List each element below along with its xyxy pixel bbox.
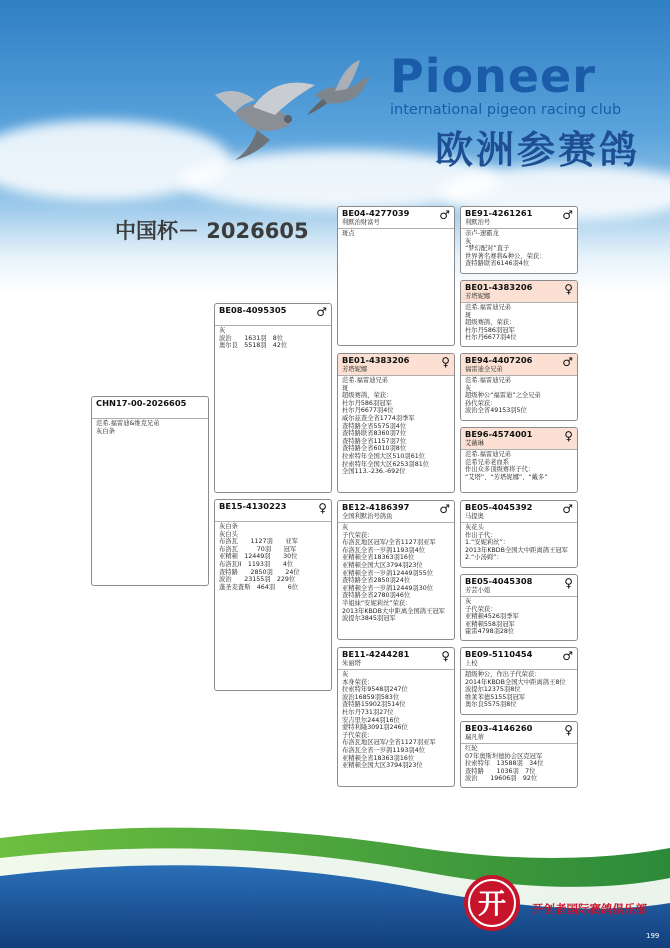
brand-block: [390, 49, 650, 118]
ring-number: CHN17-00-2026605: [96, 398, 187, 408]
ring-number: BE12-4186397: [342, 502, 410, 512]
pigeon-name: 芳塔妮娜: [465, 293, 491, 300]
pigeon-card-sds: [460, 353, 578, 421]
club-logo-icon: [462, 873, 522, 933]
pigeon-name: 艾薇琳: [465, 440, 484, 447]
pigeon-details: 红轮 07年奥斯坦德协会区克冠军 拉索特年 13588羽 34位 查特路 1036羽 7位 波治 19606羽 92位: [465, 745, 544, 783]
ring-number: BE05-4045392: [465, 502, 533, 512]
pigeon-name: 朱丽塔: [342, 660, 361, 667]
pigeon-card-subject: [91, 396, 209, 586]
ring-number: BE04-4277039: [342, 208, 410, 218]
pigeon-card-dsd: [460, 574, 578, 641]
pigeon-card-sire-dam: [337, 353, 455, 493]
pigeon-details: 灰 本身荣获： 拉索特年9548羽247位 波治16859羽583位 查特路15902羽514位 杜尔丹731羽27位 安吉里尔244羽16位 蒙特利隆3091羽246位 子代荣获： 布洛瓦地区冠军/全省1127羽亚军 布洛瓦全省一岁鸽1193羽4位 亚精顿全省18363羽16位 亚精顿全国大区3794羽23位: [342, 671, 436, 770]
pigeon-details: 范希.福雷迪兄弟 斑 超级赛鸽，荣获： 杜尔丹586羽冠军 杜尔丹6677羽4位 威尔兹查全省1774羽季军 查特路全省5575羽4位 查特路联省8360羽7位 查特路全省1157羽7位 查特路全省6010羽8位 拉索特年全国大区510羽61位 拉索特年全国大区6253羽81位 全国113.-236.-692位: [342, 377, 430, 476]
ring-number: BE03-4146260: [465, 723, 533, 733]
pigeon-details: 斑点: [342, 230, 355, 237]
pigeon-details: 灰 子代荣获： 布洛瓦地区冠军/全省1127羽亚军 布洛瓦全省一岁鸽1193羽4位 亚精顿全省18363羽16位 亚精顿全国大区3794羽23位 亚精顿全省一岁鸽12449羽55位 查特路全省2850羽24位 亚精顿全省一岁鸽12449羽30位 查特路全省2780羽46位 半姐妹“安妮莉丝”荣获： 2013年KBDB大中距离全国鸽王冠军 波提尔3845羽冠军: [342, 524, 445, 623]
pigeon-card-dds: [460, 647, 578, 715]
pigeon-name: 上校: [465, 660, 478, 667]
club-name: 开创者国际赛鸽俱乐部: [532, 902, 647, 916]
pigeon-details: 范希.福雷迪兄弟 灰 超级种公“福雷迪”之全兄弟 孙代荣获： 波治全省49153羽5位: [465, 377, 541, 415]
female-icon: ♀: [441, 649, 450, 663]
pigeon-details: 范希.福雷迪兄弟 范希兄弟老血系 作出众多顶级赛将子代： “艾塔”、“芳塔妮娜”、“戴多”: [465, 451, 548, 481]
male-icon: ♂: [562, 502, 573, 516]
ring-number: BE11-4244281: [342, 649, 410, 659]
bottom-wave-decoration: [0, 818, 670, 948]
male-icon: ♂: [562, 208, 573, 222]
male-icon: ♂: [439, 502, 450, 516]
pigeon-card-sire: [214, 303, 332, 493]
pigeon-name: 福雷迪全兄弟: [465, 366, 503, 373]
female-icon: ♀: [564, 429, 573, 443]
female-icon: ♀: [318, 501, 327, 515]
pigeon-name: 马提奥: [465, 513, 484, 520]
ring-number: BE15-4130223: [219, 501, 287, 511]
male-icon: ♂: [316, 305, 327, 319]
ring-number: BE01-4383206: [342, 355, 410, 365]
pigeon-name: 瑞凡蒂: [465, 734, 484, 741]
ring-number: BE05-4045308: [465, 576, 533, 586]
pigeon-details: 灰 子代荣获： 亚精顿4526羽季军 亚精顿558羽冠军 霍雷4798羽28位: [465, 598, 519, 636]
pigeon-details: 超级种公，作出子代荣获： 2014年KBDB全国大中距离鸽王8位 波提尔12375羽8位 维莱苯德5155羽冠军 奥尔良5575羽8位: [465, 671, 566, 709]
pigeon-details: 范希.福雷迪兄弟 斑 超级赛鸽，荣获： 杜尔丹586羽冠军 杜尔丹6677羽4位: [465, 304, 517, 342]
pigeon-details: 范希.福雷迪&维克兄弟 灰白条: [96, 420, 160, 435]
pigeon-details: 亲卢-速霸龙 灰 “梦幻配对”直子 世界著名赛将&种公，荣获： 查特路联省6146羽4位: [465, 230, 546, 268]
pigeon-card-dam: [214, 499, 332, 691]
ring-number: BE91-4261261: [465, 208, 533, 218]
brand-subtitle: international pigeon racing club: [390, 102, 622, 118]
male-icon: ♂: [562, 649, 573, 663]
pigeon-card-sss: [460, 206, 578, 274]
pigeon-name: 利默治号: [465, 219, 491, 226]
pigeon-name: 芳芸小姐: [465, 587, 491, 594]
pigeon-card-sire-sire: [337, 206, 455, 346]
pedigree-title: 中国杯－ 2026605: [115, 219, 309, 243]
pigeon-details: 灰 波治 1631羽 8位 奥尔良 5518羽 42位: [219, 327, 288, 350]
pigeon-name: 利默治财富号: [342, 219, 380, 226]
pigeon-name: 全国利默治号鸽鱼: [342, 513, 393, 520]
pigeon-details: 灰花头 作出子代： 1.“安妮莉丝”： 2013年KBDB全国大中距离鸽王冠军 2.“小汤姆”：: [465, 524, 568, 562]
pigeon-name: 芳塔妮娜: [342, 366, 368, 373]
flying-pigeons-illustration: [195, 55, 385, 165]
male-icon: ♂: [562, 355, 573, 369]
female-icon: ♀: [564, 282, 573, 296]
pigeon-card-ssd: [460, 280, 578, 347]
ring-number: BE96-4574001: [465, 429, 533, 439]
pigeon-card-sdd: [460, 427, 578, 493]
female-icon: ♀: [564, 576, 573, 590]
female-icon: ♀: [441, 355, 450, 369]
page-number: 199: [646, 932, 660, 940]
ring-number: BE09-5110454: [465, 649, 533, 659]
logo-character: 开: [477, 887, 507, 920]
pigeon-card-ddd: [460, 721, 578, 788]
pigeon-card-dam-sire: [337, 500, 455, 640]
pigeon-details: 灰白条 灰白头 布洛瓦 1127羽 亚军 布洛瓦 70羽 冠军 亚精顿 12449羽 30位 布洛瓦II 1193羽 4位 查特路 2850羽 24位 波治 23155羽 229位 蓬圣麦査斯 464羽 6位: [219, 523, 300, 591]
ring-number: BE01-4383206: [465, 282, 533, 292]
male-icon: ♂: [439, 208, 450, 222]
ring-number: BE94-4407206: [465, 355, 533, 365]
pigeon-card-dam-dam: [337, 647, 455, 787]
brand-title: Pioneer: [390, 49, 596, 103]
brand-cn-title: 欧洲参赛鸽: [435, 128, 641, 172]
female-icon: ♀: [564, 723, 573, 737]
ring-number: BE08-4095305: [219, 305, 287, 315]
pigeon-card-dss: [460, 500, 578, 568]
